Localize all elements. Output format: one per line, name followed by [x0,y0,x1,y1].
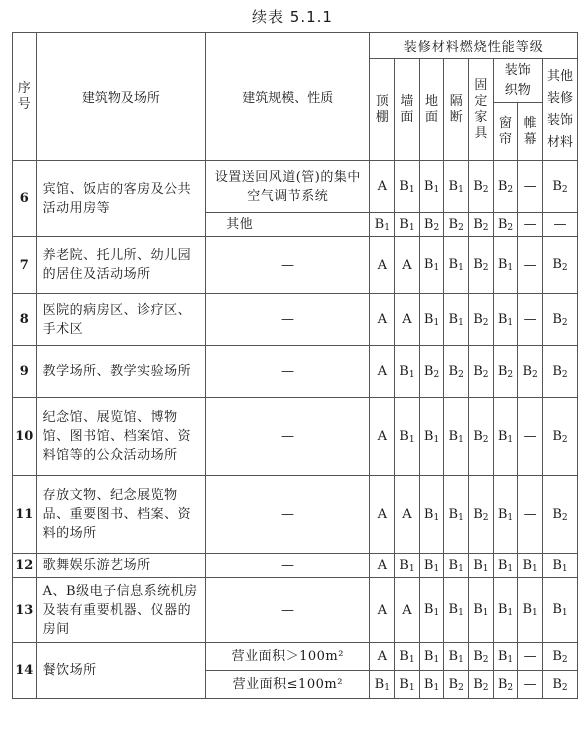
grade-cell: $B_2$ [542,161,577,213]
row-scale: 营业面积≤100m² [206,671,370,699]
row-seq: 7 [13,237,37,294]
grade-cell: — [518,294,543,346]
grade-cell: $B_1$ [444,237,469,294]
row-scale: — [206,578,370,643]
table-row [13,346,578,398]
row-scale: — [206,346,370,398]
table-row [13,476,578,554]
grade-cell: $B_1$ [419,578,444,643]
grade-cell: $B_1$ [419,671,444,699]
header-scale: 建筑规模、性质 [206,33,370,161]
grade-cell: $B_1$ [395,398,420,476]
grade-cell: A [395,476,420,554]
header-other: 其他 装修 装饰 材料 [542,59,577,161]
grade-cell: $B_2$ [469,671,494,699]
grade-cell: — [518,213,543,237]
row-place: 养老院、托儿所、幼儿园的居住及活动场所 [36,237,205,294]
row-scale: 其他 [206,213,370,237]
grade-cell: $B_1$ [444,294,469,346]
grade-cell: — [518,643,543,671]
grade-cell: $B_1$ [469,554,494,578]
grade-cell: A [370,161,395,213]
grade-cell: $B_1$ [419,294,444,346]
grade-cell: $B_2$ [542,294,577,346]
grade-cell: $B_2$ [469,398,494,476]
grade-cell: $B_1$ [444,476,469,554]
table-row [13,643,578,671]
table-row [13,398,578,476]
grade-cell: $B_1$ [419,398,444,476]
header-drape: 帷 幕 [518,103,543,161]
grade-cell: A [370,554,395,578]
grade-cell: $B_1$ [518,578,543,643]
grade-cell: $B_1$ [542,578,577,643]
grade-cell: $B_1$ [493,554,518,578]
grade-cell: A [370,294,395,346]
row-place: 教学场所、教学实验场所 [36,346,205,398]
flammability-grade-table [12,32,578,699]
row-seq: 14 [13,643,37,699]
grade-cell: $B_1$ [419,161,444,213]
grade-cell: $B_2$ [469,161,494,213]
grade-cell: $B_2$ [469,213,494,237]
grade-cell: $B_2$ [444,213,469,237]
grade-cell: A [370,578,395,643]
row-scale: — [206,294,370,346]
grade-cell: $B_2$ [444,671,469,699]
table-row [13,161,578,213]
grade-cell: $B_1$ [493,578,518,643]
grade-cell: $B_1$ [493,643,518,671]
grade-cell: — [542,213,577,237]
grade-cell: A [370,346,395,398]
row-seq: 6 [13,161,37,237]
row-scale: — [206,476,370,554]
grade-cell: $B_2$ [542,476,577,554]
header-floor: 地 面 [419,59,444,161]
grade-cell: $B_2$ [469,346,494,398]
grade-cell: $B_1$ [444,578,469,643]
grade-cell: — [518,161,543,213]
grade-cell: $B_2$ [493,671,518,699]
grade-cell: $B_2$ [542,346,577,398]
grade-cell: $B_2$ [469,643,494,671]
grade-cell: — [518,237,543,294]
grade-cell: $B_2$ [469,294,494,346]
row-place: 存放文物、纪念展览物品、重要图书、档案、资料的场所 [36,476,205,554]
header-grade-group: 装修材料燃烧性能等级 [370,33,578,59]
grade-cell: $B_1$ [419,554,444,578]
grade-cell: A [395,294,420,346]
grade-cell: $B_1$ [419,237,444,294]
grade-cell: $B_1$ [493,237,518,294]
header-curtain: 窗 帘 [493,103,518,161]
header-fabric: 装饰织物 [493,59,542,103]
grade-cell: — [518,671,543,699]
header-furniture: 固 定 家 具 [469,59,494,161]
grade-cell: $B_1$ [395,346,420,398]
grade-cell: $B_1$ [444,398,469,476]
grade-cell: $B_1$ [395,554,420,578]
grade-cell: $B_1$ [370,671,395,699]
row-scale: — [206,237,370,294]
header-place: 建筑物及场所 [36,33,205,161]
grade-cell: $B_2$ [542,237,577,294]
row-place: 宾馆、饭店的客房及公共活动用房等 [36,161,205,237]
grade-cell: $B_1$ [493,476,518,554]
row-scale: 设置送回风道(管)的集中空气调节系统 [206,161,370,213]
row-seq: 10 [13,398,37,476]
table-row [13,554,578,578]
grade-cell: $B_2$ [444,346,469,398]
grade-cell: $B_1$ [395,643,420,671]
row-seq: 9 [13,346,37,398]
row-seq: 13 [13,578,37,643]
grade-cell: A [370,476,395,554]
header-ceiling: 顶 棚 [370,59,395,161]
page-title: 续表 5.1.1 [252,8,333,26]
grade-cell: $B_1$ [444,643,469,671]
header-seq: 序 号 [13,33,37,161]
table-row [13,237,578,294]
grade-cell: $B_2$ [419,346,444,398]
grade-cell: — [518,476,543,554]
grade-cell: $B_1$ [542,554,577,578]
grade-cell: $B_2$ [469,237,494,294]
header-partition: 隔 断 [444,59,469,161]
grade-cell: A [370,237,395,294]
row-place: 歌舞娱乐游艺场所 [36,554,205,578]
grade-cell: — [518,398,543,476]
grade-cell: $B_1$ [395,213,420,237]
grade-cell: $B_2$ [419,213,444,237]
grade-cell: A [395,578,420,643]
grade-cell: $B_1$ [395,161,420,213]
row-scale: 营业面积＞100m² [206,643,370,671]
grade-cell: $B_2$ [469,476,494,554]
grade-cell: $B_2$ [542,398,577,476]
row-place: 纪念馆、展览馆、博物馆、图书馆、档案馆、资料馆等的公众活动场所 [36,398,205,476]
row-seq: 8 [13,294,37,346]
grade-cell: $B_2$ [542,643,577,671]
row-scale: — [206,398,370,476]
grade-cell: $B_2$ [518,346,543,398]
row-place: 医院的病房区、诊疗区、手术区 [36,294,205,346]
row-place: A、B级电子信息系统机房及装有重要机器、仪器的房间 [36,578,205,643]
grade-cell: $B_1$ [469,578,494,643]
row-scale: — [206,554,370,578]
grade-cell: $B_2$ [493,161,518,213]
grade-cell: $B_1$ [493,398,518,476]
grade-cell: $B_1$ [444,554,469,578]
table-row [13,578,578,643]
grade-cell: $B_1$ [370,213,395,237]
table-row [13,294,578,346]
grade-cell: $B_1$ [444,161,469,213]
grade-cell: $B_2$ [493,346,518,398]
row-seq: 11 [13,476,37,554]
header-wall: 墙 面 [395,59,420,161]
grade-cell: A [370,643,395,671]
grade-cell: $B_1$ [395,671,420,699]
grade-cell: A [395,237,420,294]
grade-cell: $B_2$ [542,671,577,699]
grade-cell: $B_1$ [419,476,444,554]
grade-cell: $B_2$ [493,213,518,237]
grade-cell: $B_1$ [419,643,444,671]
grade-cell: $B_1$ [493,294,518,346]
grade-cell: A [370,398,395,476]
grade-cell: $B_1$ [518,554,543,578]
row-seq: 12 [13,554,37,578]
row-place: 餐饮场所 [36,643,205,699]
